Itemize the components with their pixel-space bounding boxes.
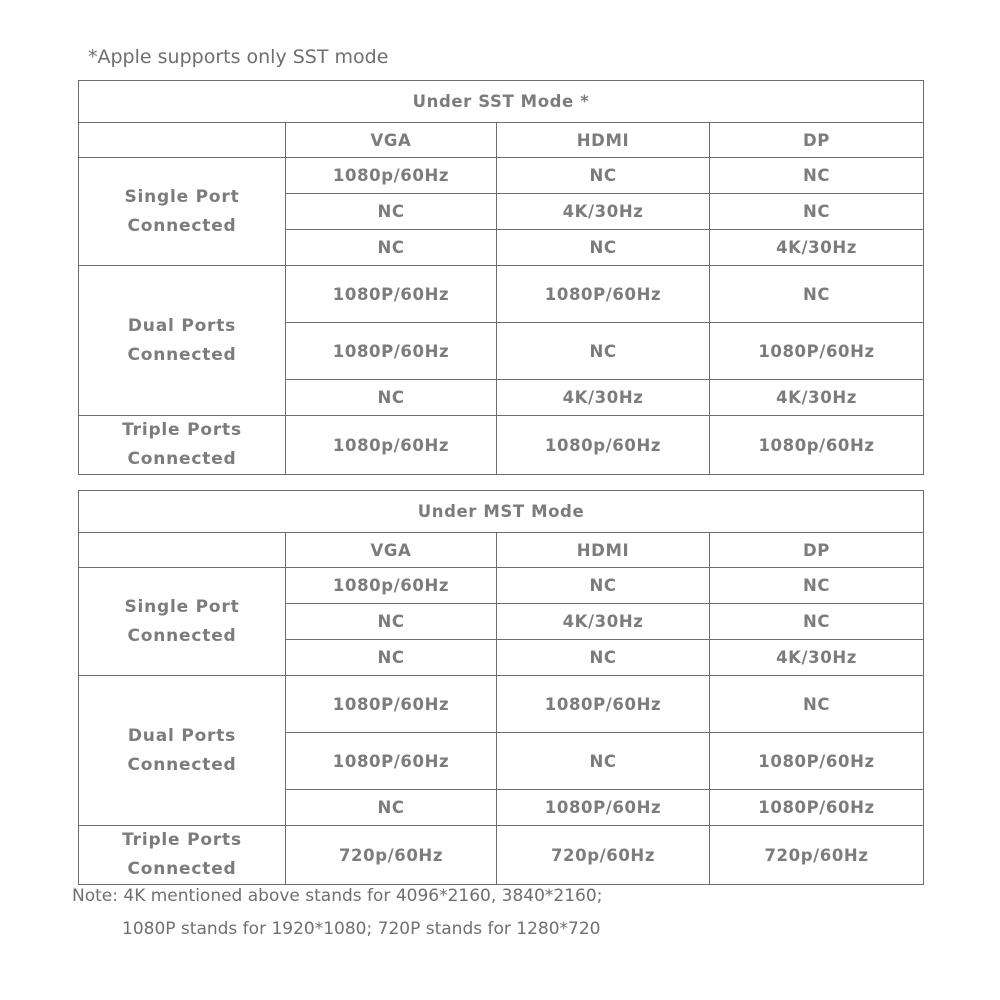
column-header-vga: VGA [286, 533, 497, 568]
row-label-line1: Dual Ports [127, 315, 237, 336]
cell-hdmi: 1080p/60Hz [497, 416, 710, 475]
cell-dp: 1080p/60Hz [710, 416, 924, 475]
column-header-vga: VGA [286, 123, 497, 158]
table-title: Under MST Mode [79, 491, 924, 533]
cell-hdmi: 1080P/60Hz [497, 676, 710, 733]
cell-dp: NC [710, 194, 924, 230]
cell-hdmi: NC [497, 733, 710, 790]
cell-dp: NC [710, 568, 924, 604]
cell-hdmi: 1080P/60Hz [497, 790, 710, 826]
cell-vga: NC [286, 194, 497, 230]
row-group-label-triple-ports [79, 826, 286, 885]
cell-hdmi: NC [497, 158, 710, 194]
cell-dp: 720p/60Hz [710, 826, 924, 885]
corner-cell [79, 533, 286, 568]
cell-vga: 720p/60Hz [286, 826, 497, 885]
cell-vga: 1080P/60Hz [286, 266, 497, 323]
row-group-label-single-port [79, 568, 286, 676]
column-header-dp: DP [710, 533, 924, 568]
cell-vga: NC [286, 604, 497, 640]
cell-vga: 1080p/60Hz [286, 158, 497, 194]
cell-dp: NC [710, 676, 924, 733]
column-header-hdmi: HDMI [497, 533, 710, 568]
column-header-dp: DP [710, 123, 924, 158]
column-header-hdmi: HDMI [497, 123, 710, 158]
row-label-line1: Triple Ports [122, 420, 242, 440]
table-title-row [79, 491, 924, 533]
row-label-line2: Connected [127, 215, 237, 236]
table-header-row [79, 123, 924, 158]
sst-mode-table [78, 80, 924, 475]
table-row [79, 416, 924, 475]
cell-vga: NC [286, 790, 497, 826]
footnote-line-2: 1080P stands for 1920*1080; 720P stands for 1280*720 [122, 919, 601, 939]
row-group-label-single-port [79, 158, 286, 266]
cell-hdmi: 4K/30Hz [497, 604, 710, 640]
mst-mode-table [78, 490, 924, 885]
table-row [79, 568, 924, 604]
cell-vga: 1080P/60Hz [286, 676, 497, 733]
cell-dp: 1080P/60Hz [710, 790, 924, 826]
cell-hdmi: 720p/60Hz [497, 826, 710, 885]
cell-dp: NC [710, 266, 924, 323]
cell-vga: NC [286, 230, 497, 266]
cell-hdmi: NC [497, 230, 710, 266]
table-title: Under SST Mode * [79, 81, 924, 123]
footnote-line-1: Note: 4K mentioned above stands for 4096*2160, 3840*2160; [72, 886, 603, 906]
row-group-label-dual-ports [79, 676, 286, 826]
cell-dp: 1080P/60Hz [710, 733, 924, 790]
cell-dp: 4K/30Hz [710, 230, 924, 266]
cell-dp: NC [710, 604, 924, 640]
row-label-line2: Connected [127, 625, 237, 646]
table-title-row [79, 81, 924, 123]
cell-dp: 1080P/60Hz [710, 323, 924, 380]
row-group-label-dual-ports [79, 266, 286, 416]
row-label-line2: Connected [127, 754, 237, 775]
table-header-row [79, 533, 924, 568]
cell-vga: NC [286, 640, 497, 676]
table-row [79, 158, 924, 194]
table-row [79, 676, 924, 733]
cell-hdmi: NC [497, 640, 710, 676]
row-label-line2: Connected [127, 859, 237, 879]
row-label-line1: Triple Ports [122, 830, 242, 850]
cell-hdmi: NC [497, 323, 710, 380]
table-row [79, 266, 924, 323]
row-label-line1: Dual Ports [127, 725, 237, 746]
corner-cell [79, 123, 286, 158]
cell-hdmi: 1080P/60Hz [497, 266, 710, 323]
row-label-line1: Single Port [124, 186, 240, 207]
row-label-line1: Single Port [124, 596, 240, 617]
apple-sst-note: *Apple supports only SST mode [88, 46, 389, 68]
cell-dp: NC [710, 158, 924, 194]
cell-dp: 4K/30Hz [710, 640, 924, 676]
cell-vga: 1080P/60Hz [286, 733, 497, 790]
cell-vga: 1080p/60Hz [286, 568, 497, 604]
cell-vga: 1080p/60Hz [286, 416, 497, 475]
row-label-line2: Connected [127, 344, 237, 365]
cell-hdmi: 4K/30Hz [497, 380, 710, 416]
cell-hdmi: 4K/30Hz [497, 194, 710, 230]
table-row [79, 826, 924, 885]
row-label-line2: Connected [127, 449, 237, 469]
cell-vga: NC [286, 380, 497, 416]
cell-hdmi: NC [497, 568, 710, 604]
row-group-label-triple-ports [79, 416, 286, 475]
cell-vga: 1080P/60Hz [286, 323, 497, 380]
cell-dp: 4K/30Hz [710, 380, 924, 416]
